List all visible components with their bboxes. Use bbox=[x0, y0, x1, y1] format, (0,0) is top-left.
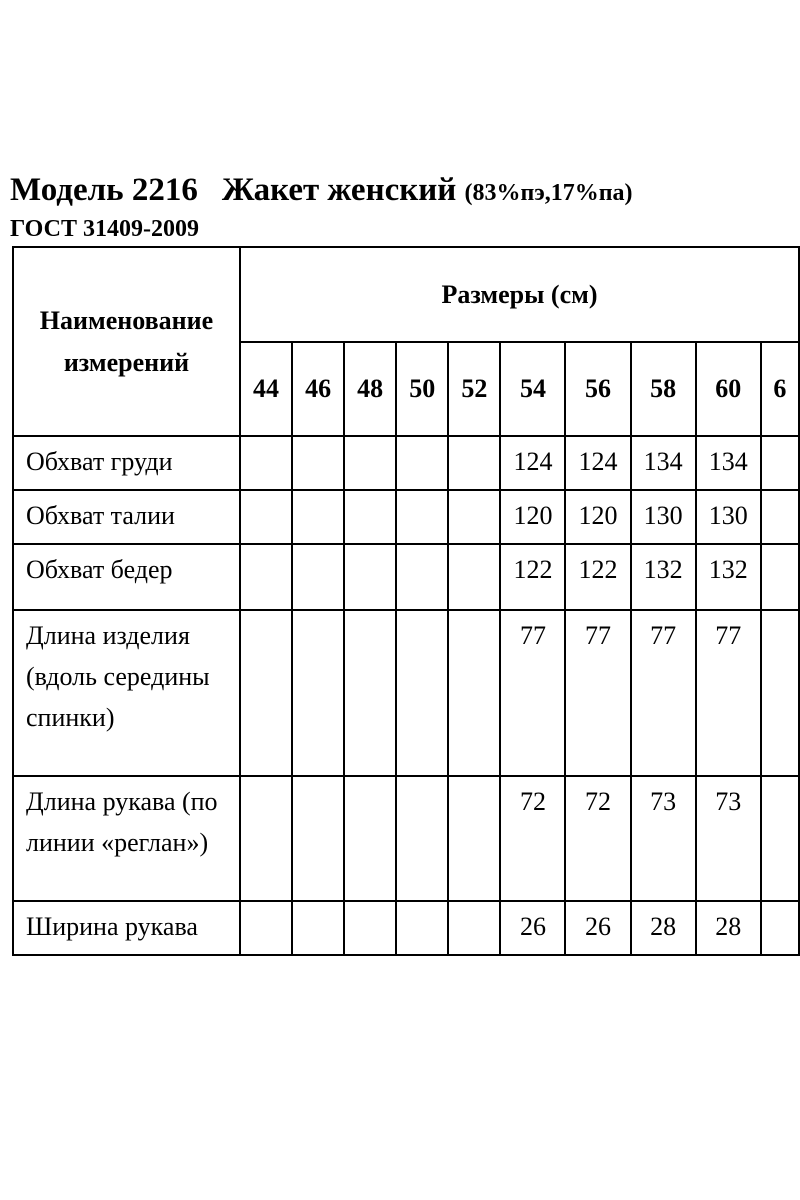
measurement-value: 28 bbox=[696, 901, 761, 955]
measurement-value: 122 bbox=[500, 544, 565, 610]
measurement-value: 122 bbox=[565, 544, 630, 610]
measurement-value: 72 bbox=[500, 776, 565, 901]
measurement-value bbox=[344, 776, 396, 901]
size-header-cell: 44 bbox=[240, 342, 292, 436]
document-title bbox=[10, 170, 633, 213]
measurement-value bbox=[761, 436, 799, 490]
measurement-name-header: Наименование измерений bbox=[13, 247, 240, 436]
measurement-row bbox=[13, 436, 799, 490]
measurement-value: 120 bbox=[565, 490, 630, 544]
measurement-value bbox=[292, 610, 344, 776]
measurement-value bbox=[344, 610, 396, 776]
measurement-name: Обхват бедер bbox=[13, 544, 240, 610]
measurement-value bbox=[292, 436, 344, 490]
measurement-value: 73 bbox=[631, 776, 696, 901]
measurement-row bbox=[13, 490, 799, 544]
measurement-value bbox=[396, 436, 448, 490]
measurement-value bbox=[396, 490, 448, 544]
measurement-value: 77 bbox=[500, 610, 565, 776]
size-header-cell: 6 bbox=[761, 342, 799, 436]
measurement-value bbox=[240, 776, 292, 901]
measurement-value bbox=[292, 544, 344, 610]
gost-standard: ГОСТ 31409-2009 bbox=[10, 216, 199, 242]
size-chart-table bbox=[12, 246, 800, 956]
measurement-value bbox=[396, 901, 448, 955]
measurement-value bbox=[448, 544, 500, 610]
measurement-value bbox=[448, 490, 500, 544]
measurement-value: 132 bbox=[696, 544, 761, 610]
measurement-name: Ширина рукава bbox=[13, 901, 240, 955]
size-header-cell: 52 bbox=[448, 342, 500, 436]
size-header-cell: 54 bbox=[500, 342, 565, 436]
measurement-value bbox=[761, 610, 799, 776]
measurement-value bbox=[292, 776, 344, 901]
measurement-value: 124 bbox=[500, 436, 565, 490]
measurement-value: 73 bbox=[696, 776, 761, 901]
measurement-value bbox=[448, 610, 500, 776]
measurement-value bbox=[240, 544, 292, 610]
measurement-value: 134 bbox=[631, 436, 696, 490]
measurement-value: 77 bbox=[631, 610, 696, 776]
measurement-row bbox=[13, 776, 799, 901]
model-number: Модель 2216 bbox=[10, 172, 198, 208]
measurement-value bbox=[396, 776, 448, 901]
measurement-value: 26 bbox=[500, 901, 565, 955]
measurement-row bbox=[13, 610, 799, 776]
measurement-value bbox=[761, 776, 799, 901]
measurement-value: 77 bbox=[696, 610, 761, 776]
measurement-value bbox=[761, 490, 799, 544]
size-header-cell: 58 bbox=[631, 342, 696, 436]
measurement-value: 28 bbox=[631, 901, 696, 955]
measurement-value bbox=[761, 901, 799, 955]
sizes-header: Размеры (см) bbox=[240, 247, 799, 342]
measurement-value: 26 bbox=[565, 901, 630, 955]
measurement-value: 72 bbox=[565, 776, 630, 901]
measurement-value bbox=[240, 436, 292, 490]
measurement-value bbox=[448, 776, 500, 901]
measurement-row bbox=[13, 544, 799, 610]
measurement-value: 124 bbox=[565, 436, 630, 490]
measurement-value bbox=[344, 490, 396, 544]
size-header-cell: 46 bbox=[292, 342, 344, 436]
measurement-value bbox=[240, 901, 292, 955]
measurement-name: Обхват груди bbox=[13, 436, 240, 490]
measurement-value bbox=[396, 610, 448, 776]
measurement-name: Длина изделия (вдоль середины спинки) bbox=[13, 610, 240, 776]
measurement-row bbox=[13, 901, 799, 955]
measurement-value bbox=[396, 544, 448, 610]
size-header-cell: 56 bbox=[565, 342, 630, 436]
measurement-value: 134 bbox=[696, 436, 761, 490]
measurement-value bbox=[344, 436, 396, 490]
size-header-cell: 50 bbox=[396, 342, 448, 436]
measurement-name: Обхват талии bbox=[13, 490, 240, 544]
measurement-name: Длина рукава (по линии «реглан») bbox=[13, 776, 240, 901]
fabric-composition: (83%пэ,17%па) bbox=[464, 180, 633, 206]
measurement-value bbox=[448, 436, 500, 490]
measurement-value bbox=[344, 901, 396, 955]
measurement-value bbox=[292, 490, 344, 544]
measurement-value: 130 bbox=[631, 490, 696, 544]
size-header-cell: 60 bbox=[696, 342, 761, 436]
measurement-value: 120 bbox=[500, 490, 565, 544]
measurement-value bbox=[240, 610, 292, 776]
measurement-value bbox=[761, 544, 799, 610]
measurement-value: 130 bbox=[696, 490, 761, 544]
header-row-sizes-title bbox=[13, 247, 799, 342]
measurement-value: 132 bbox=[631, 544, 696, 610]
measurement-value bbox=[448, 901, 500, 955]
size-header-cell: 48 bbox=[344, 342, 396, 436]
measurement-value bbox=[344, 544, 396, 610]
measurement-value bbox=[292, 901, 344, 955]
product-name: Жакет женский bbox=[221, 172, 457, 208]
measurement-value: 77 bbox=[565, 610, 630, 776]
measurement-value bbox=[240, 490, 292, 544]
